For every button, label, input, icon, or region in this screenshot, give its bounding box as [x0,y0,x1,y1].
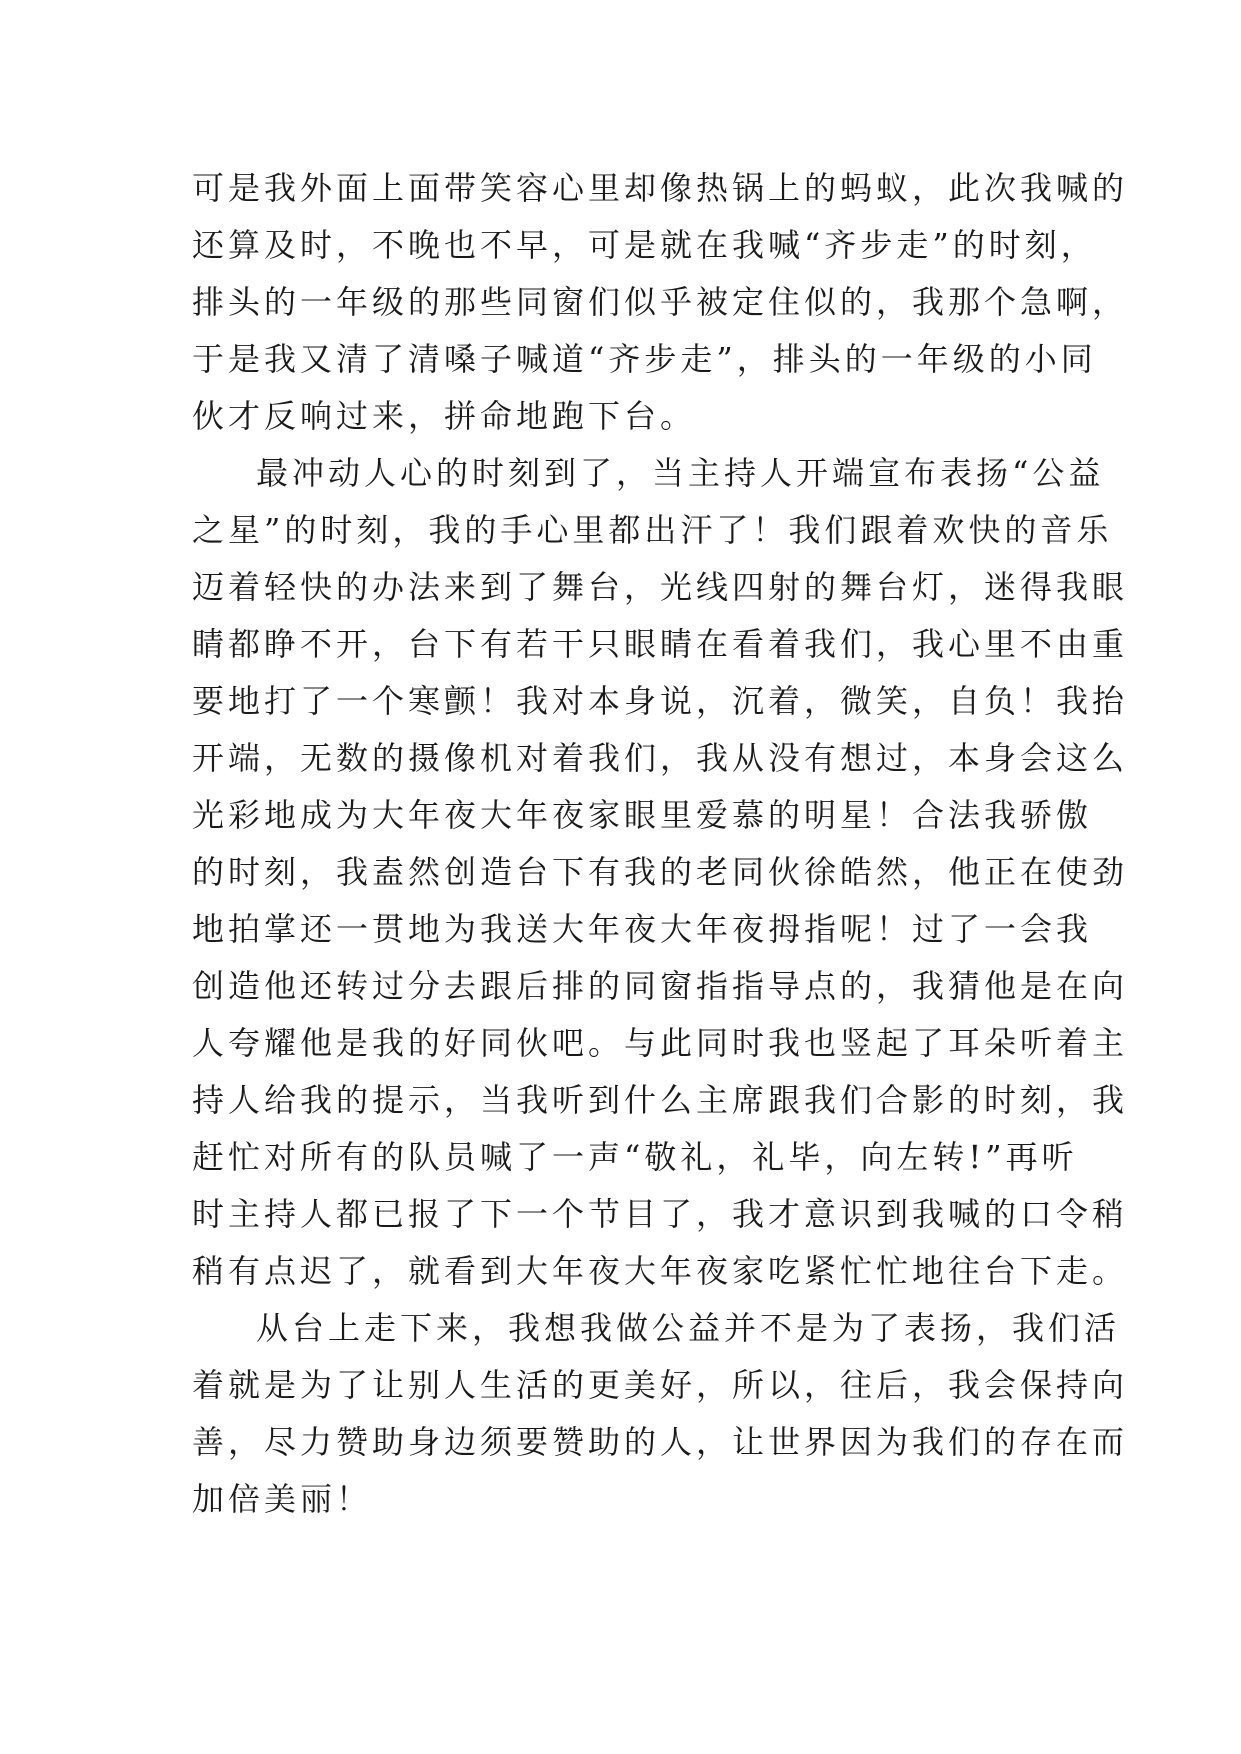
text-line: 从台上走下来，我想我做公益并不是为了表扬，我们活 [256,1309,1121,1347]
text-line: 稍有点迟了，就看到大年夜大年夜家吃紧忙忙地往台下走。 [192,1252,1129,1290]
text-line: 着就是为了让别人生活的更美好，所以，往后，我会保持向 [192,1366,1129,1404]
text-line: 之星”的时刻，我的手心里都出汗了！我们跟着欢快的音乐 [192,511,1113,549]
text-line: 于是我又清了清嗓子喊道“齐步走”，排头的一年级的小同 [192,340,1097,378]
text-line: 加倍美丽！ [192,1480,373,1518]
text-line: 持人给我的提示，当我听到什么主席跟我们合影的时刻，我 [192,1081,1129,1119]
text-line: 开端，无数的摄像机对着我们，我从没有想过，本身会这么 [192,739,1129,777]
text-line: 人夸耀他是我的好同伙吧。与此同时我也竖起了耳朵听着主 [192,1024,1129,1062]
text-line: 光彩地成为大年夜大年夜家眼里爱慕的明星！合法我骄傲 [192,796,1093,834]
paragraph-1 [192,160,1129,445]
text-line: 最冲动人心的时刻到了，当主持人开端宣布表扬“公益 [256,454,1105,492]
text-line: 创造他还转过分去跟后排的同窗指指导点的，我猜他是在向 [192,967,1129,1005]
text-line: 迈着轻快的办法来到了舞台，光线四射的舞台灯，迷得我眼 [192,568,1129,606]
text-line: 排头的一年级的那些同窗们似乎被定住似的，我那个急啊， [192,283,1129,321]
text-line: 可是我外面上面带笑容心里却像热锅上的蚂蚁，此次我喊的 [192,169,1129,207]
paragraph-2 [192,445,1129,1300]
document-body [192,160,1129,1528]
text-line: 地拍掌还一贯地为我送大年夜大年夜拇指呢！过了一会我 [192,910,1093,948]
text-line: 伙才反响过来，拼命地跑下台。 [192,397,697,435]
text-line: 还算及时，不晚也不早，可是就在我喊“齐步走”的时刻， [192,226,1097,264]
text-line: 善，尽力赞助身边须要赞助的人，让世界因为我们的存在而 [192,1423,1129,1461]
text-line: 要地打了一个寒颤！我对本身说，沉着，微笑，自负！我抬 [192,682,1129,720]
text-line: 的时刻，我盍然创造台下有我的老同伙徐皓然，他正在使劲 [192,853,1129,891]
text-line: 时主持人都已报了下一个节目了，我才意识到我喊的口令稍 [192,1195,1129,1233]
text-line: 赶忙对所有的队员喊了一声“敬礼，礼毕，向左转!”再听 [192,1138,1078,1176]
paragraph-3 [192,1300,1129,1528]
text-line: 睛都睁不开，台下有若干只眼睛在看着我们，我心里不由重 [192,625,1129,663]
